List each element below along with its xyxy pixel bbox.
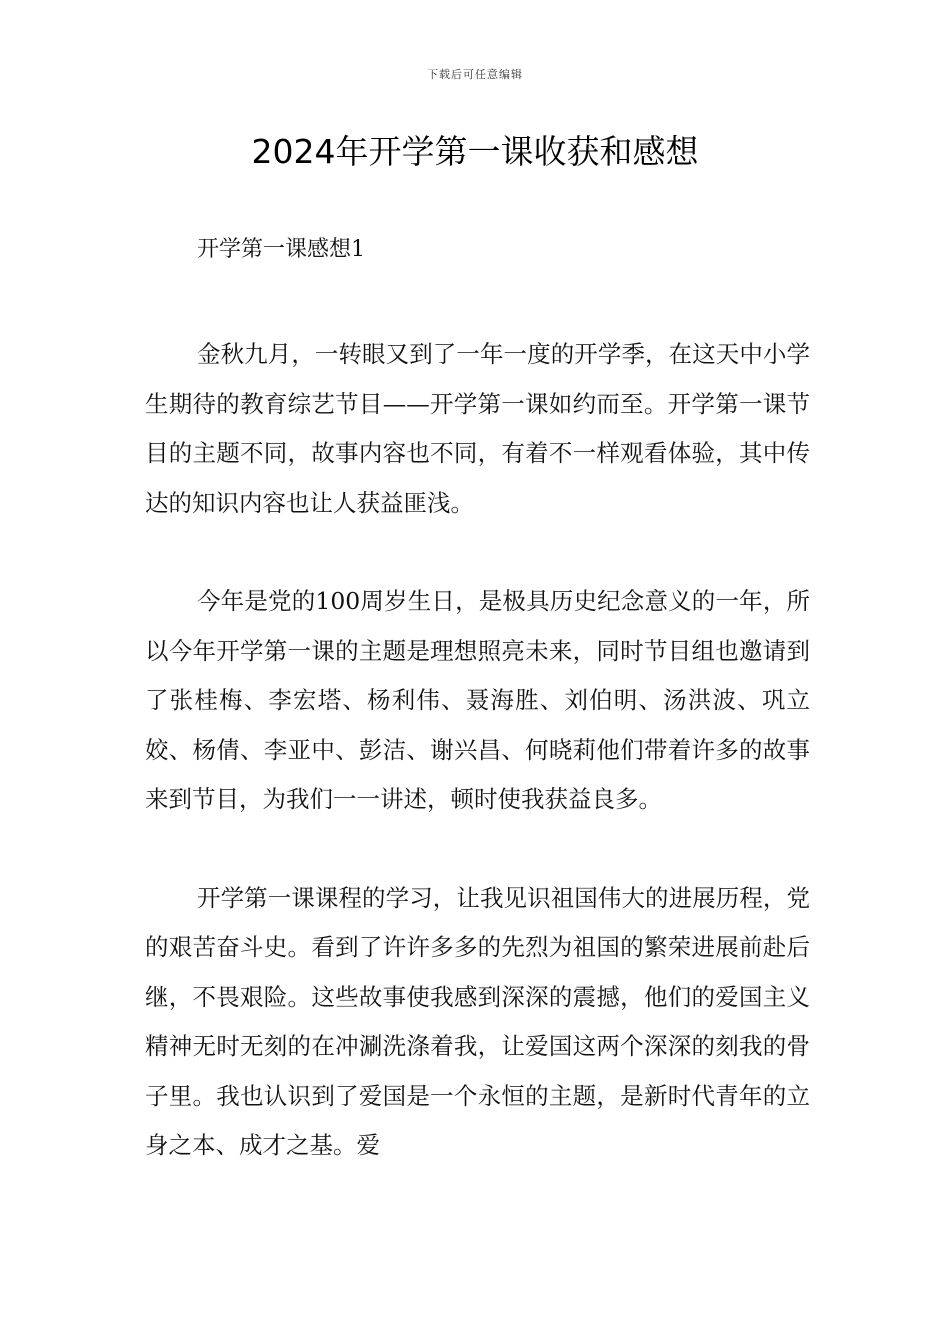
paragraph-3: 开学第一课课程的学习，让我见识祖国伟大的进展历程，党的艰苦奋斗史。看到了许许多多的先烈为祖国的繁荣进展前赴后继，不畏艰险。这些故事使我感到深深的震撼，他们的爱国主义精神无时无刻的在冲涮洗涤着我，让爱国这两个深深的刻我的骨子里。我也认识到了爱国是一个永恒的主题，是新时代青年的立身之本、成才之基。爱 <box>145 883 810 1159</box>
document-title: 2024年开学第一课收获和感想 <box>251 132 699 171</box>
document-body <box>145 232 810 1220</box>
section-heading: 开学第一课感想1 <box>197 237 365 262</box>
paragraph-1: 金秋九月，一转眼又到了一年一度的开学季，在这天中小学生期待的教育综艺节目——开学第一课如约而至。开学第一课节目的主题不同，故事内容也不同，有着不一样观看体验，其中传达的知识内容也让人获益匪浅。 <box>145 340 810 517</box>
header-note: 下载后可任意编辑 <box>427 68 523 81</box>
paragraph-2: 今年是党的100周岁生日，是极具历史纪念意义的一年，所以今年开学第一课的主题是理想照亮未来，同时节目组也邀请到了张桂梅、李宏塔、杨利伟、聂海胜、刘伯明、汤洪波、巩立姣、杨倩、李亚中、彭洁、谢兴昌、何晓莉他们带着许多的故事来到节目，为我们一一讲述，顿时使我获益良多。 <box>145 587 810 813</box>
